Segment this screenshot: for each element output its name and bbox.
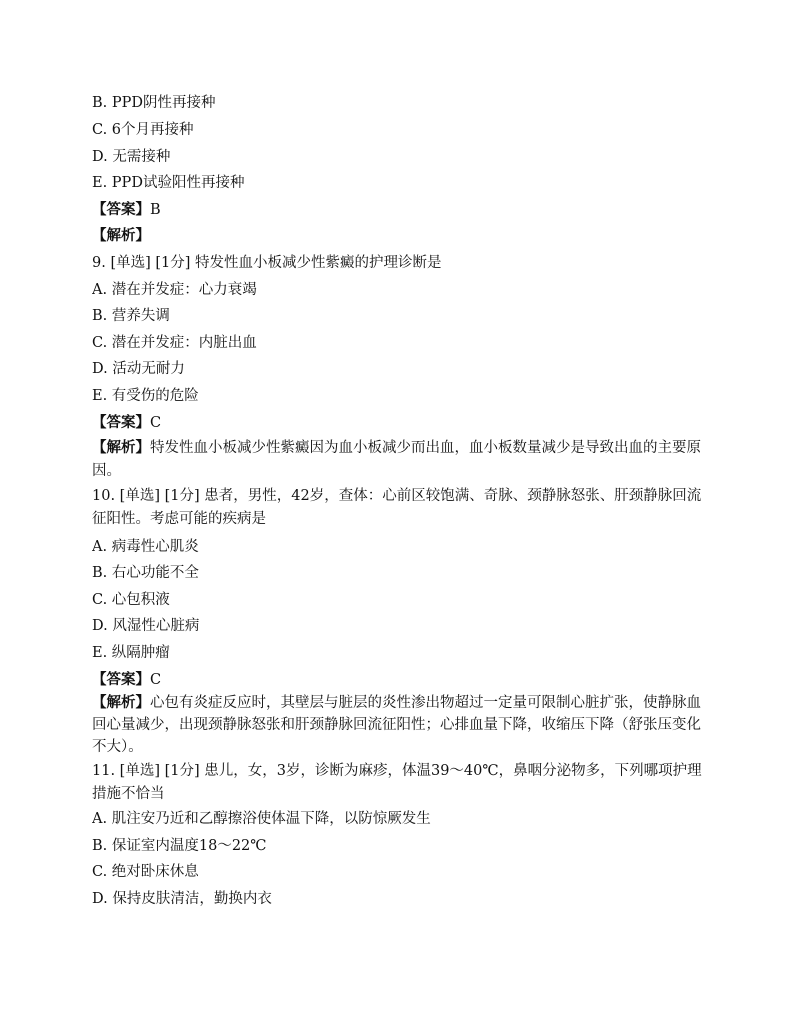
q10-answer-label: 【答案】	[92, 671, 150, 688]
q10-answer	[92, 667, 704, 693]
q11-option-a: A. 肌注安乃近和乙醇擦浴使体温下降，以防惊厥发生	[92, 811, 431, 827]
q8-answer-label: 【答案】	[92, 201, 150, 218]
q11-question: 11. [单选] [1分] 患儿，女，3岁，诊断为麻疹，体温39～40℃，鼻咽分泌物多，下列哪项护理措施不恰当	[92, 763, 702, 802]
q10-question: 10. [单选] [1分] 患者，男性，42岁，查体：心前区较饱满、奇脉、颈静脉怒张、肝颈静脉回流征阳性。考虑可能的疾病是	[92, 488, 702, 527]
q8-option-e: E. PPD试验阳性再接种	[92, 175, 245, 191]
q10-analysis-text: 心包有炎症反应时，其壁层与脏层的炎性渗出物超过一定量可限制心脏扩张，使静脉血回心量减少，出现颈静脉怒张和肝颈静脉回流征阳性；心排血量下降，收缩压下降（舒张压变化不大）。	[92, 695, 701, 755]
q10-option-d: D. 风湿性心脏病	[92, 618, 200, 634]
q9-option-b: B. 营养失调	[92, 308, 170, 324]
q9-option-a: A. 潜在并发症：心力衰竭	[92, 282, 257, 298]
q8-option-d: D. 无需接种	[92, 149, 171, 165]
q8-analysis-label: 【解析】	[92, 227, 150, 244]
q9-answer-label: 【答案】	[92, 414, 150, 431]
q8-answer-value: B	[150, 202, 161, 218]
q10-analysis	[92, 692, 704, 758]
q9-option-e: E. 有受伤的危险	[92, 388, 199, 404]
q8-answer	[92, 197, 704, 223]
q9-analysis-text: 特发性血小板减少性紫癜因为血小板减少而出血，血小板数量减少是导致出血的主要原因。	[92, 440, 701, 479]
q10-option-c: C. 心包积液	[92, 592, 170, 608]
q9-option-c: C. 潜在并发症：内脏出血	[92, 335, 257, 351]
q9-analysis-label: 【解析】	[92, 439, 150, 456]
q9-question: 9. [单选] [1分] 特发性血小板减少性紫癜的护理诊断是	[92, 255, 442, 271]
q8-option-b: B. PPD阴性再接种	[92, 95, 216, 111]
q8-analysis	[92, 223, 704, 249]
q11-option-d: D. 保持皮肤清洁，勤换内衣	[92, 891, 272, 907]
q9-answer-value: C	[150, 415, 162, 431]
q10-option-a: A. 病毒性心肌炎	[92, 539, 199, 555]
q9-option-d: D. 活动无耐力	[92, 361, 185, 377]
q11-option-b: B. 保证室内温度18～22℃	[92, 838, 267, 854]
q10-answer-value: C	[150, 672, 162, 688]
q11-option-c: C. 绝对卧床休息	[92, 864, 199, 880]
q10-analysis-label: 【解析】	[92, 694, 150, 711]
q10-option-e: E. 纵隔肿瘤	[92, 645, 170, 661]
q8-option-c: C. 6个月再接种	[92, 122, 194, 138]
q9-answer	[92, 410, 704, 436]
q9-analysis	[92, 436, 704, 482]
q10-option-b: B. 右心功能不全	[92, 565, 199, 581]
